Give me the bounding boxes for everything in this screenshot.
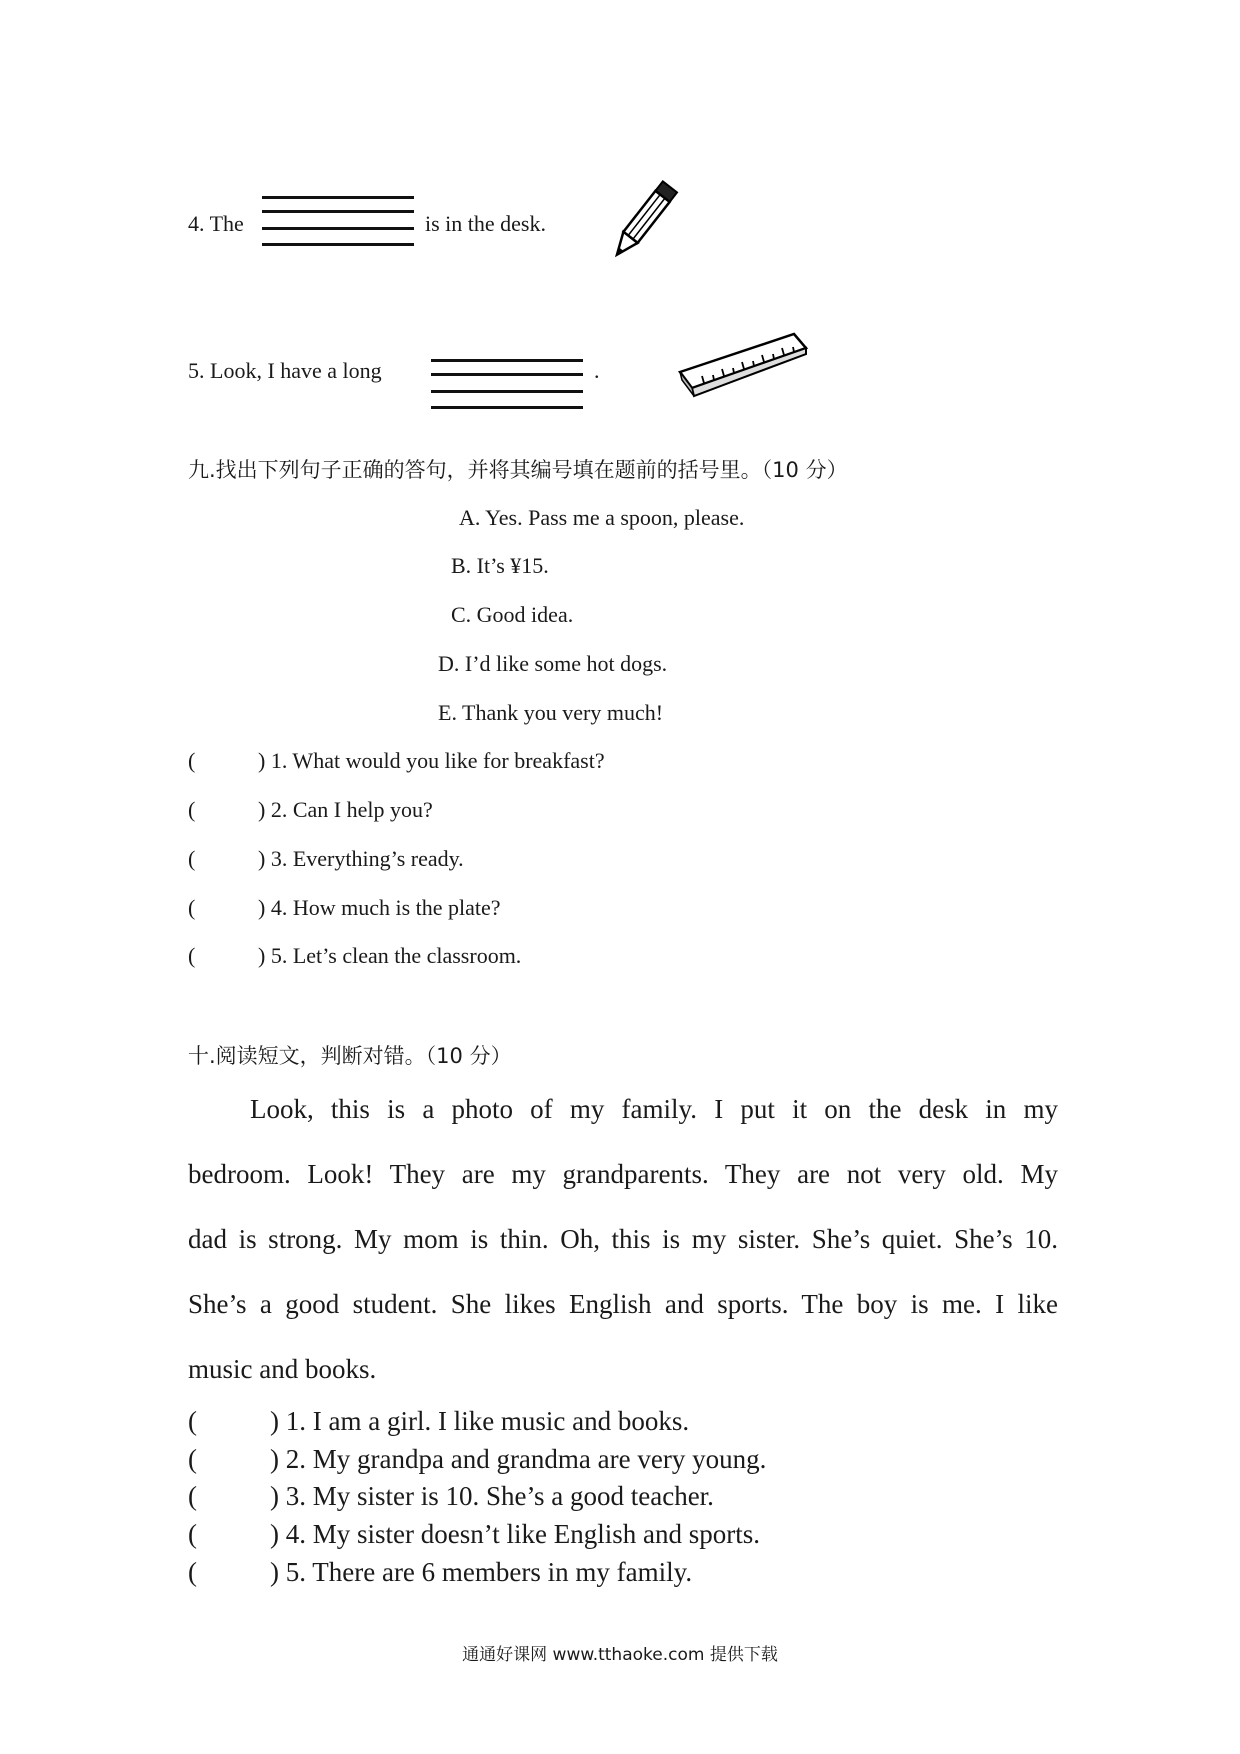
- q5-text-before: 5. Look, I have a long: [188, 358, 382, 383]
- question-text: ) 4. My sister doesn’t like English and sports.: [270, 1519, 760, 1549]
- answer-bracket[interactable]: (: [188, 1444, 197, 1474]
- question-text: ) 5. There are 6 members in my family.: [270, 1557, 693, 1587]
- q4-writing-lines[interactable]: [262, 196, 414, 248]
- option-e: E. Thank you very much!: [438, 700, 664, 725]
- section10-heading: 十.阅读短文，判断对错。（10 分）: [188, 1044, 512, 1068]
- passage-line: She’s a good student. She likes English and sports. The boy is me. I like: [188, 1289, 1058, 1319]
- answer-bracket[interactable]: (: [188, 1481, 197, 1511]
- answer-bracket[interactable]: (: [188, 1557, 197, 1587]
- passage-line: bedroom. Look! They are my grandparents. They are not very old. My: [188, 1159, 1058, 1189]
- answer-bracket[interactable]: (: [188, 1406, 197, 1436]
- passage-line: Look, this is a photo of my family. I put it on the desk in my: [250, 1094, 1058, 1124]
- question-text: ) 5. Let’s clean the classroom.: [258, 943, 522, 968]
- question-text: ) 1. What would you like for breakfast?: [258, 748, 605, 773]
- option-a: A. Yes. Pass me a spoon, please.: [459, 505, 745, 530]
- question-text: ) 2. Can I help you?: [258, 797, 433, 822]
- question-text: ) 4. How much is the plate?: [258, 895, 501, 920]
- pencil-icon: [600, 178, 686, 268]
- answer-bracket[interactable]: (: [188, 846, 196, 871]
- option-b: B. It’s ¥15.: [451, 553, 549, 578]
- passage-line: dad is strong. My mom is thin. Oh, this is my sister. She’s quiet. She’s 10.: [188, 1224, 1058, 1254]
- question-text: ) 3. My sister is 10. She’s a good teacher.: [270, 1481, 714, 1511]
- question-text: ) 2. My grandpa and grandma are very young.: [270, 1444, 767, 1474]
- answer-bracket[interactable]: (: [188, 748, 196, 773]
- passage-line: music and books.: [188, 1354, 377, 1384]
- q4-text-before: 4. The: [188, 211, 244, 236]
- q5-writing-lines[interactable]: [431, 359, 583, 411]
- option-c: C. Good idea.: [451, 602, 574, 627]
- q5-text-after: .: [594, 358, 600, 383]
- answer-bracket[interactable]: (: [188, 895, 196, 920]
- question-text: ) 3. Everything’s ready.: [258, 846, 464, 871]
- q4-text-after: is in the desk.: [425, 211, 546, 236]
- footer-source: 通通好课网 www.tthaoke.com 提供下载: [462, 1645, 778, 1665]
- answer-bracket[interactable]: (: [188, 943, 196, 968]
- option-d: D. I’d like some hot dogs.: [438, 651, 668, 676]
- ruler-icon: [676, 328, 812, 404]
- question-text: ) 1. I am a girl. I like music and books.: [270, 1406, 690, 1436]
- answer-bracket[interactable]: (: [188, 1519, 197, 1549]
- answer-bracket[interactable]: (: [188, 797, 196, 822]
- section9-heading: 九.找出下列句子正确的答句，并将其编号填在题前的括号里。（10 分）: [188, 458, 848, 482]
